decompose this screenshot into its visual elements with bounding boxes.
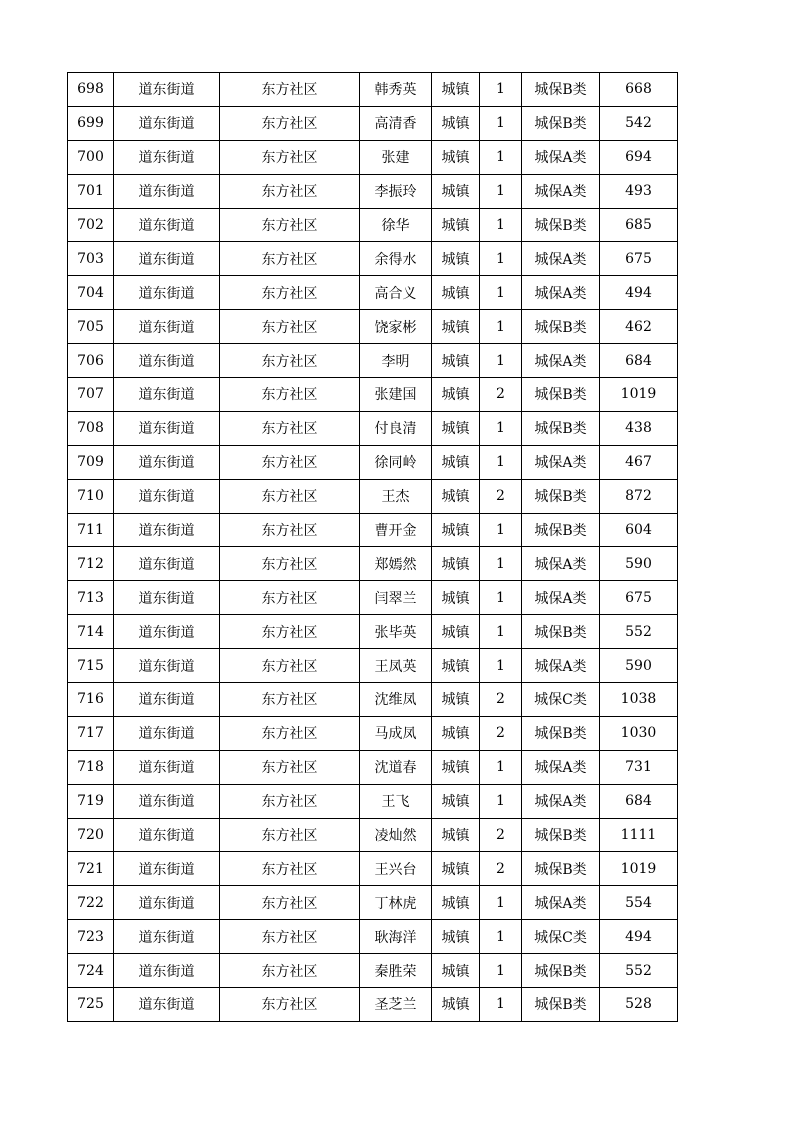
amount-cell: 590 bbox=[600, 547, 678, 581]
row-number-cell: 702 bbox=[68, 208, 114, 242]
area-type-cell: 城镇 bbox=[432, 344, 480, 378]
area-type-cell: 城镇 bbox=[432, 547, 480, 581]
street-cell: 道东街道 bbox=[114, 445, 220, 479]
amount-cell: 590 bbox=[600, 649, 678, 683]
table-row bbox=[68, 513, 678, 547]
row-number-cell: 715 bbox=[68, 649, 114, 683]
area-type-cell: 城镇 bbox=[432, 818, 480, 852]
area-type-cell: 城镇 bbox=[432, 174, 480, 208]
street-cell: 道东街道 bbox=[114, 818, 220, 852]
row-number-cell: 720 bbox=[68, 818, 114, 852]
community-cell: 东方社区 bbox=[220, 954, 360, 988]
row-number-cell: 713 bbox=[68, 581, 114, 615]
street-cell: 道东街道 bbox=[114, 140, 220, 174]
name-cell: 王兴台 bbox=[360, 852, 432, 886]
insurance-category-cell: 城保C类 bbox=[522, 683, 600, 717]
table-row bbox=[68, 818, 678, 852]
amount-cell: 552 bbox=[600, 615, 678, 649]
insurance-category-cell: 城保A类 bbox=[522, 276, 600, 310]
insurance-category-cell: 城保A类 bbox=[522, 649, 600, 683]
amount-cell: 604 bbox=[600, 513, 678, 547]
street-cell: 道东街道 bbox=[114, 920, 220, 954]
amount-cell: 552 bbox=[600, 954, 678, 988]
name-cell: 高合义 bbox=[360, 276, 432, 310]
area-type-cell: 城镇 bbox=[432, 683, 480, 717]
name-cell: 饶家彬 bbox=[360, 310, 432, 344]
row-number-cell: 719 bbox=[68, 784, 114, 818]
household-count-cell: 1 bbox=[480, 954, 522, 988]
table-row bbox=[68, 479, 678, 513]
street-cell: 道东街道 bbox=[114, 513, 220, 547]
insurance-category-cell: 城保A类 bbox=[522, 886, 600, 920]
amount-cell: 1111 bbox=[600, 818, 678, 852]
row-number-cell: 708 bbox=[68, 411, 114, 445]
area-type-cell: 城镇 bbox=[432, 276, 480, 310]
row-number-cell: 717 bbox=[68, 716, 114, 750]
community-cell: 东方社区 bbox=[220, 784, 360, 818]
street-cell: 道东街道 bbox=[114, 750, 220, 784]
insurance-category-cell: 城保B类 bbox=[522, 988, 600, 1022]
name-cell: 耿海洋 bbox=[360, 920, 432, 954]
community-cell: 东方社区 bbox=[220, 988, 360, 1022]
street-cell: 道东街道 bbox=[114, 208, 220, 242]
name-cell: 曹开金 bbox=[360, 513, 432, 547]
table-row bbox=[68, 547, 678, 581]
insurance-category-cell: 城保B类 bbox=[522, 513, 600, 547]
amount-cell: 1019 bbox=[600, 852, 678, 886]
amount-cell: 494 bbox=[600, 920, 678, 954]
community-cell: 东方社区 bbox=[220, 750, 360, 784]
household-count-cell: 1 bbox=[480, 615, 522, 649]
row-number-cell: 707 bbox=[68, 378, 114, 412]
community-cell: 东方社区 bbox=[220, 716, 360, 750]
name-cell: 沈维凤 bbox=[360, 683, 432, 717]
street-cell: 道东街道 bbox=[114, 174, 220, 208]
name-cell: 余得水 bbox=[360, 242, 432, 276]
community-cell: 东方社区 bbox=[220, 513, 360, 547]
street-cell: 道东街道 bbox=[114, 886, 220, 920]
insurance-category-cell: 城保A类 bbox=[522, 174, 600, 208]
insurance-category-cell: 城保A类 bbox=[522, 242, 600, 276]
insurance-category-cell: 城保B类 bbox=[522, 954, 600, 988]
insurance-category-cell: 城保B类 bbox=[522, 106, 600, 140]
table-row bbox=[68, 174, 678, 208]
name-cell: 韩秀英 bbox=[360, 73, 432, 107]
name-cell: 王杰 bbox=[360, 479, 432, 513]
name-cell: 徐同岭 bbox=[360, 445, 432, 479]
amount-cell: 542 bbox=[600, 106, 678, 140]
row-number-cell: 718 bbox=[68, 750, 114, 784]
table-row bbox=[68, 750, 678, 784]
area-type-cell: 城镇 bbox=[432, 954, 480, 988]
street-cell: 道东街道 bbox=[114, 852, 220, 886]
insurance-category-cell: 城保A类 bbox=[522, 140, 600, 174]
name-cell: 张毕英 bbox=[360, 615, 432, 649]
amount-cell: 1030 bbox=[600, 716, 678, 750]
amount-cell: 685 bbox=[600, 208, 678, 242]
insurance-category-cell: 城保B类 bbox=[522, 615, 600, 649]
area-type-cell: 城镇 bbox=[432, 479, 480, 513]
amount-cell: 684 bbox=[600, 344, 678, 378]
area-type-cell: 城镇 bbox=[432, 411, 480, 445]
name-cell: 王凤英 bbox=[360, 649, 432, 683]
row-number-cell: 722 bbox=[68, 886, 114, 920]
insurance-category-cell: 城保B类 bbox=[522, 310, 600, 344]
table-row bbox=[68, 208, 678, 242]
household-count-cell: 2 bbox=[480, 683, 522, 717]
name-cell: 李振玲 bbox=[360, 174, 432, 208]
community-cell: 东方社区 bbox=[220, 683, 360, 717]
household-count-cell: 1 bbox=[480, 886, 522, 920]
amount-cell: 493 bbox=[600, 174, 678, 208]
household-count-cell: 1 bbox=[480, 310, 522, 344]
table-row bbox=[68, 649, 678, 683]
area-type-cell: 城镇 bbox=[432, 750, 480, 784]
amount-cell: 438 bbox=[600, 411, 678, 445]
table-row bbox=[68, 716, 678, 750]
table-row bbox=[68, 920, 678, 954]
amount-cell: 462 bbox=[600, 310, 678, 344]
household-count-cell: 2 bbox=[480, 818, 522, 852]
row-number-cell: 699 bbox=[68, 106, 114, 140]
row-number-cell: 712 bbox=[68, 547, 114, 581]
table-row bbox=[68, 73, 678, 107]
household-count-cell: 1 bbox=[480, 750, 522, 784]
street-cell: 道东街道 bbox=[114, 649, 220, 683]
community-cell: 东方社区 bbox=[220, 276, 360, 310]
name-cell: 马成凤 bbox=[360, 716, 432, 750]
name-cell: 郑嫣然 bbox=[360, 547, 432, 581]
household-count-cell: 1 bbox=[480, 581, 522, 615]
table-row bbox=[68, 411, 678, 445]
row-number-cell: 710 bbox=[68, 479, 114, 513]
insurance-category-cell: 城保B类 bbox=[522, 818, 600, 852]
insurance-category-cell: 城保B类 bbox=[522, 411, 600, 445]
insurance-category-cell: 城保A类 bbox=[522, 750, 600, 784]
amount-cell: 1019 bbox=[600, 378, 678, 412]
table-row bbox=[68, 242, 678, 276]
table-row bbox=[68, 140, 678, 174]
community-cell: 东方社区 bbox=[220, 242, 360, 276]
street-cell: 道东街道 bbox=[114, 479, 220, 513]
insurance-category-cell: 城保A类 bbox=[522, 445, 600, 479]
area-type-cell: 城镇 bbox=[432, 378, 480, 412]
community-cell: 东方社区 bbox=[220, 920, 360, 954]
household-count-cell: 1 bbox=[480, 174, 522, 208]
area-type-cell: 城镇 bbox=[432, 208, 480, 242]
insurance-category-cell: 城保B类 bbox=[522, 208, 600, 242]
table-row bbox=[68, 615, 678, 649]
row-number-cell: 703 bbox=[68, 242, 114, 276]
area-type-cell: 城镇 bbox=[432, 988, 480, 1022]
area-type-cell: 城镇 bbox=[432, 513, 480, 547]
community-cell: 东方社区 bbox=[220, 445, 360, 479]
community-cell: 东方社区 bbox=[220, 581, 360, 615]
household-count-cell: 1 bbox=[480, 920, 522, 954]
amount-cell: 675 bbox=[600, 581, 678, 615]
row-number-cell: 709 bbox=[68, 445, 114, 479]
table-row bbox=[68, 988, 678, 1022]
street-cell: 道东街道 bbox=[114, 310, 220, 344]
table-row bbox=[68, 954, 678, 988]
amount-cell: 731 bbox=[600, 750, 678, 784]
row-number-cell: 701 bbox=[68, 174, 114, 208]
street-cell: 道东街道 bbox=[114, 581, 220, 615]
insurance-category-cell: 城保A类 bbox=[522, 344, 600, 378]
community-cell: 东方社区 bbox=[220, 615, 360, 649]
community-cell: 东方社区 bbox=[220, 344, 360, 378]
community-cell: 东方社区 bbox=[220, 310, 360, 344]
row-number-cell: 714 bbox=[68, 615, 114, 649]
household-count-cell: 2 bbox=[480, 378, 522, 412]
community-cell: 东方社区 bbox=[220, 208, 360, 242]
household-count-cell: 1 bbox=[480, 547, 522, 581]
community-cell: 东方社区 bbox=[220, 649, 360, 683]
amount-cell: 1038 bbox=[600, 683, 678, 717]
street-cell: 道东街道 bbox=[114, 716, 220, 750]
table-row bbox=[68, 784, 678, 818]
name-cell: 李明 bbox=[360, 344, 432, 378]
name-cell: 付良清 bbox=[360, 411, 432, 445]
household-count-cell: 1 bbox=[480, 988, 522, 1022]
household-count-cell: 1 bbox=[480, 513, 522, 547]
street-cell: 道东街道 bbox=[114, 242, 220, 276]
insurance-category-cell: 城保B类 bbox=[522, 716, 600, 750]
household-count-cell: 2 bbox=[480, 852, 522, 886]
street-cell: 道东街道 bbox=[114, 615, 220, 649]
area-type-cell: 城镇 bbox=[432, 310, 480, 344]
street-cell: 道东街道 bbox=[114, 378, 220, 412]
community-cell: 东方社区 bbox=[220, 886, 360, 920]
table-row bbox=[68, 378, 678, 412]
street-cell: 道东街道 bbox=[114, 784, 220, 818]
name-cell: 丁林虎 bbox=[360, 886, 432, 920]
name-cell: 圣芝兰 bbox=[360, 988, 432, 1022]
household-count-cell: 1 bbox=[480, 208, 522, 242]
area-type-cell: 城镇 bbox=[432, 73, 480, 107]
table-row bbox=[68, 581, 678, 615]
row-number-cell: 725 bbox=[68, 988, 114, 1022]
amount-cell: 675 bbox=[600, 242, 678, 276]
street-cell: 道东街道 bbox=[114, 683, 220, 717]
amount-cell: 554 bbox=[600, 886, 678, 920]
row-number-cell: 721 bbox=[68, 852, 114, 886]
insurance-category-cell: 城保B类 bbox=[522, 479, 600, 513]
household-count-cell: 1 bbox=[480, 242, 522, 276]
household-count-cell: 1 bbox=[480, 276, 522, 310]
amount-cell: 694 bbox=[600, 140, 678, 174]
amount-cell: 467 bbox=[600, 445, 678, 479]
table-row bbox=[68, 106, 678, 140]
street-cell: 道东街道 bbox=[114, 988, 220, 1022]
area-type-cell: 城镇 bbox=[432, 716, 480, 750]
row-number-cell: 705 bbox=[68, 310, 114, 344]
row-number-cell: 706 bbox=[68, 344, 114, 378]
street-cell: 道东街道 bbox=[114, 276, 220, 310]
community-cell: 东方社区 bbox=[220, 818, 360, 852]
community-cell: 东方社区 bbox=[220, 73, 360, 107]
table-row bbox=[68, 683, 678, 717]
area-type-cell: 城镇 bbox=[432, 886, 480, 920]
insurance-category-cell: 城保A类 bbox=[522, 547, 600, 581]
household-count-cell: 1 bbox=[480, 344, 522, 378]
table-row bbox=[68, 310, 678, 344]
name-cell: 徐华 bbox=[360, 208, 432, 242]
row-number-cell: 704 bbox=[68, 276, 114, 310]
street-cell: 道东街道 bbox=[114, 106, 220, 140]
area-type-cell: 城镇 bbox=[432, 615, 480, 649]
name-cell: 闫翠兰 bbox=[360, 581, 432, 615]
row-number-cell: 700 bbox=[68, 140, 114, 174]
table-row bbox=[68, 886, 678, 920]
table-row bbox=[68, 344, 678, 378]
table-row bbox=[68, 276, 678, 310]
area-type-cell: 城镇 bbox=[432, 140, 480, 174]
community-cell: 东方社区 bbox=[220, 174, 360, 208]
name-cell: 张建 bbox=[360, 140, 432, 174]
community-cell: 东方社区 bbox=[220, 106, 360, 140]
name-cell: 沈道春 bbox=[360, 750, 432, 784]
insurance-category-cell: 城保B类 bbox=[522, 378, 600, 412]
amount-cell: 684 bbox=[600, 784, 678, 818]
row-number-cell: 711 bbox=[68, 513, 114, 547]
area-type-cell: 城镇 bbox=[432, 106, 480, 140]
table-row bbox=[68, 445, 678, 479]
insurance-category-cell: 城保A类 bbox=[522, 784, 600, 818]
household-count-cell: 1 bbox=[480, 649, 522, 683]
community-cell: 东方社区 bbox=[220, 411, 360, 445]
area-type-cell: 城镇 bbox=[432, 649, 480, 683]
area-type-cell: 城镇 bbox=[432, 920, 480, 954]
area-type-cell: 城镇 bbox=[432, 784, 480, 818]
area-type-cell: 城镇 bbox=[432, 852, 480, 886]
street-cell: 道东街道 bbox=[114, 411, 220, 445]
street-cell: 道东街道 bbox=[114, 344, 220, 378]
community-cell: 东方社区 bbox=[220, 479, 360, 513]
street-cell: 道东街道 bbox=[114, 73, 220, 107]
data-table bbox=[67, 72, 678, 1022]
street-cell: 道东街道 bbox=[114, 547, 220, 581]
insurance-category-cell: 城保B类 bbox=[522, 73, 600, 107]
amount-cell: 872 bbox=[600, 479, 678, 513]
community-cell: 东方社区 bbox=[220, 852, 360, 886]
household-count-cell: 1 bbox=[480, 445, 522, 479]
community-cell: 东方社区 bbox=[220, 378, 360, 412]
community-cell: 东方社区 bbox=[220, 547, 360, 581]
table-body bbox=[68, 73, 678, 1022]
table-row bbox=[68, 852, 678, 886]
row-number-cell: 723 bbox=[68, 920, 114, 954]
insurance-category-cell: 城保A类 bbox=[522, 581, 600, 615]
area-type-cell: 城镇 bbox=[432, 445, 480, 479]
household-count-cell: 2 bbox=[480, 716, 522, 750]
amount-cell: 494 bbox=[600, 276, 678, 310]
name-cell: 高清香 bbox=[360, 106, 432, 140]
insurance-category-cell: 城保C类 bbox=[522, 920, 600, 954]
area-type-cell: 城镇 bbox=[432, 242, 480, 276]
amount-cell: 668 bbox=[600, 73, 678, 107]
household-count-cell: 2 bbox=[480, 479, 522, 513]
name-cell: 王飞 bbox=[360, 784, 432, 818]
name-cell: 张建国 bbox=[360, 378, 432, 412]
household-count-cell: 1 bbox=[480, 784, 522, 818]
row-number-cell: 724 bbox=[68, 954, 114, 988]
household-count-cell: 1 bbox=[480, 73, 522, 107]
street-cell: 道东街道 bbox=[114, 954, 220, 988]
name-cell: 凌灿然 bbox=[360, 818, 432, 852]
name-cell: 秦胜荣 bbox=[360, 954, 432, 988]
area-type-cell: 城镇 bbox=[432, 581, 480, 615]
insurance-category-cell: 城保B类 bbox=[522, 852, 600, 886]
community-cell: 东方社区 bbox=[220, 140, 360, 174]
household-count-cell: 1 bbox=[480, 106, 522, 140]
row-number-cell: 698 bbox=[68, 73, 114, 107]
amount-cell: 528 bbox=[600, 988, 678, 1022]
household-count-cell: 1 bbox=[480, 411, 522, 445]
household-count-cell: 1 bbox=[480, 140, 522, 174]
row-number-cell: 716 bbox=[68, 683, 114, 717]
